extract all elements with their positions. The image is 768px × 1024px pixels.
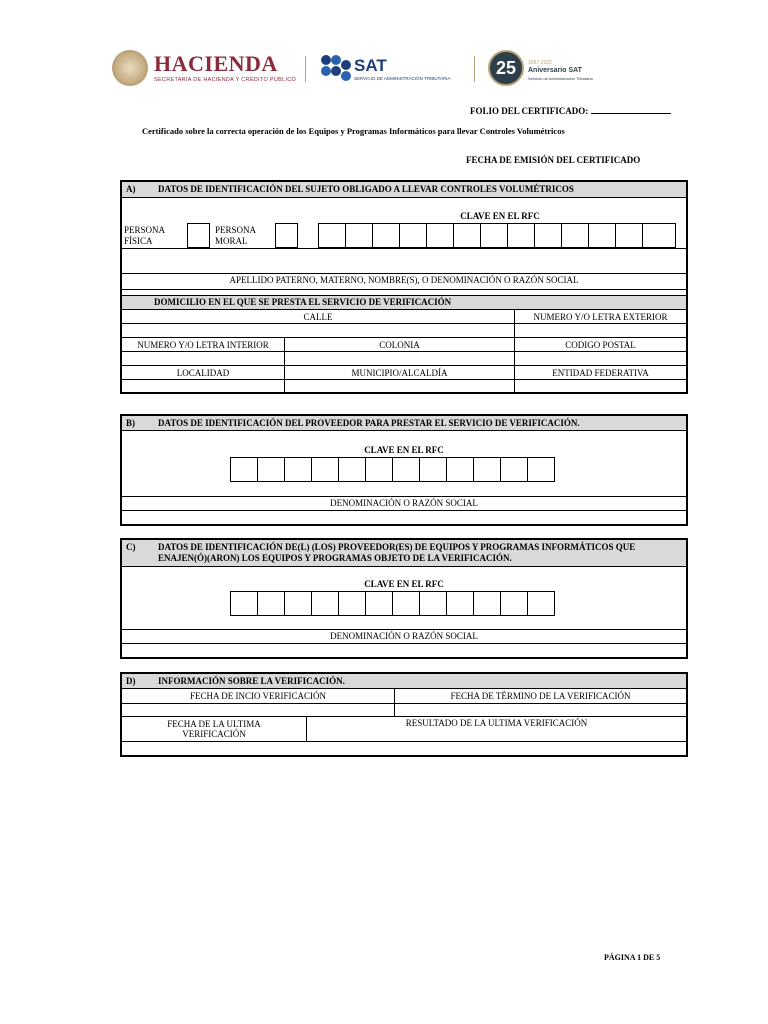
address-inputs-row-3: [122, 379, 686, 392]
rfc-char-box[interactable]: [338, 457, 366, 482]
address-inputs-row-1: [122, 323, 686, 337]
rfc-boxes: [230, 457, 555, 482]
anniversary-logo: [488, 50, 593, 88]
section-b-title-row: [122, 416, 686, 430]
rfc-char-box[interactable]: [453, 223, 481, 248]
rfc-char-box[interactable]: [419, 457, 447, 482]
numero-exterior-label: NUMERO Y/O LETRA EXTERIOR: [514, 310, 686, 323]
ultima-labels-row: [122, 716, 686, 741]
name-input-row[interactable]: [122, 643, 686, 657]
persona-fisica-checkbox[interactable]: [187, 223, 210, 248]
rfc-char-box[interactable]: [480, 223, 508, 248]
rfc-char-box[interactable]: [446, 457, 474, 482]
name-label: DENOMINACIÓN O RAZÓN SOCIAL: [122, 629, 686, 643]
hacienda-name: HACIENDA: [154, 51, 278, 76]
name-input-row[interactable]: [122, 510, 686, 524]
sat-logo: [320, 54, 460, 84]
rfc-char-box[interactable]: [365, 457, 393, 482]
folio-label: FOLIO DEL CERTIFICADO:: [470, 106, 589, 116]
entidad-label: ENTIDAD FEDERATIVA: [514, 366, 686, 379]
section-d-title-row: [122, 674, 686, 688]
rfc-char-box[interactable]: [615, 223, 643, 248]
rfc-label: CLAVE EN EL RFC: [364, 445, 444, 455]
section-c: [120, 538, 688, 659]
rfc-label: CLAVE EN EL RFC: [460, 211, 540, 221]
rfc-char-box[interactable]: [561, 223, 589, 248]
rfc-char-box[interactable]: [372, 223, 400, 248]
section-title: DATOS DE IDENTIFICACIÓN DE(L) (LOS) PROVEEDOR(ES) DE EQUIPOS Y PROGRAMAS INFORMÁTICOS QUE ENAJEN(Ó)(ARON) LOS EQUIPOS Y PROGRAMAS OBJETO DE LA VERIFICACIÓN.: [158, 542, 636, 563]
localidad-label: LOCALIDAD: [176, 367, 230, 378]
rfc-boxes: [318, 223, 676, 248]
sat-subtitle: SERVICIO DE ADMINISTRACIÓN TRIBUTARIA: [354, 76, 451, 81]
codigo-postal-label: CODIGO POSTAL: [514, 338, 686, 351]
anniversary-badge: 25: [488, 50, 524, 86]
numero-interior-label: NUMERO Y/O LETRA INTERIOR: [137, 339, 269, 350]
fecha-inicio-label: FECHA DE INCIO VERIFICACIÓN: [189, 691, 327, 701]
mexico-emblem-icon: [112, 50, 148, 86]
rfc-char-box[interactable]: [527, 591, 555, 616]
section-d: [120, 672, 688, 757]
colonia-input[interactable]: [284, 352, 514, 365]
page-number: PÁGINA 1 DE 5: [604, 953, 661, 962]
rfc-char-box[interactable]: [392, 457, 420, 482]
fecha-ultima-label: FECHA DE LA ULTIMA VERIFICACIÓN: [167, 719, 261, 739]
issue-date-label: FECHA DE EMISIÓN DEL CERTIFICADO: [466, 155, 641, 165]
rfc-char-box[interactable]: [642, 223, 676, 248]
rfc-char-box[interactable]: [399, 223, 427, 248]
section-a: [120, 180, 688, 394]
document-title: Certificado sobre la correcta operación de los Equipos y Programas Informáticos para llevar Controles Volumétricos: [142, 126, 565, 136]
section-letter: D): [126, 676, 136, 686]
colonia-label: COLONIA: [284, 338, 514, 351]
folio-field: [470, 104, 671, 116]
rfc-char-box[interactable]: [527, 457, 555, 482]
section-title: DATOS DE IDENTIFICACIÓN DEL PROVEEDOR PARA PRESTAR EL SERVICIO DE VERIFICACIÓN.: [158, 418, 580, 428]
municipio-label: MUNICIPIO/ALCALDÍA: [284, 366, 514, 379]
rfc-char-box[interactable]: [588, 223, 616, 248]
logo-divider: [305, 56, 306, 82]
fecha-inicio-input[interactable]: [122, 704, 394, 716]
rfc-char-box[interactable]: [426, 223, 454, 248]
rfc-char-box[interactable]: [311, 457, 339, 482]
anniversary-years: 1997-2022: [528, 60, 552, 66]
logo-divider: [474, 56, 475, 82]
rfc-char-box[interactable]: [230, 591, 258, 616]
section-b: [120, 414, 688, 526]
localidad-input[interactable]: [122, 380, 284, 392]
sat-dots-icon: [320, 54, 352, 82]
address-inputs-row-2: [122, 351, 686, 365]
rfc-char-box[interactable]: [365, 591, 393, 616]
rfc-char-box[interactable]: [257, 457, 285, 482]
persona-moral-checkbox[interactable]: [275, 223, 298, 248]
name-label: DENOMINACIÓN O RAZÓN SOCIAL: [122, 496, 686, 510]
rfc-char-box[interactable]: [507, 223, 535, 248]
folio-input-line[interactable]: [591, 104, 671, 114]
address-labels-row-1: [122, 309, 686, 323]
rfc-char-box[interactable]: [500, 457, 528, 482]
rfc-char-box[interactable]: [345, 223, 373, 248]
rfc-persona-row: [122, 197, 686, 248]
rfc-char-box[interactable]: [473, 591, 501, 616]
rfc-char-box[interactable]: [534, 223, 562, 248]
rfc-boxes: [230, 591, 555, 616]
persona-moral-label: PERSONA MORAL: [215, 225, 256, 246]
anniversary-subtitle: Servicio de Administración Tributaria: [528, 76, 593, 81]
hacienda-logo: [112, 50, 297, 90]
rfc-char-box[interactable]: [257, 591, 285, 616]
address-labels-row-3: [122, 365, 686, 379]
numero-exterior-input[interactable]: [514, 324, 686, 337]
anniversary-name: Aniversario SAT: [528, 67, 582, 74]
rfc-char-box[interactable]: [318, 223, 346, 248]
rfc-row: [122, 566, 686, 629]
rfc-char-box[interactable]: [446, 591, 474, 616]
fecha-termino-label: FECHA DE TÉRMINO DE LA VERIFICACIÓN: [394, 689, 686, 703]
hacienda-subtitle: SECRETARÍA DE HACIENDA Y CRÉDITO PÚBLICO: [154, 77, 297, 83]
rfc-char-box[interactable]: [419, 591, 447, 616]
address-labels-row-2: [122, 337, 686, 351]
rfc-char-box[interactable]: [284, 591, 312, 616]
name-input-row[interactable]: [122, 248, 686, 273]
dates-inputs-row: [122, 703, 686, 716]
resultado-ultima-label: RESULTADO DE LA ULTIMA VERIFICACIÓN: [306, 717, 686, 741]
section-letter: C): [126, 542, 136, 552]
rfc-char-box[interactable]: [284, 457, 312, 482]
rfc-row: [122, 430, 686, 496]
rfc-char-box[interactable]: [392, 591, 420, 616]
rfc-char-box[interactable]: [473, 457, 501, 482]
municipio-input[interactable]: [284, 380, 514, 392]
rfc-label: CLAVE EN EL RFC: [364, 579, 444, 589]
persona-fisica-label: PERSONA FÍSICA: [124, 225, 165, 246]
section-title: DATOS DE IDENTIFICACIÓN DEL SUJETO OBLIGADO A LLEVAR CONTROLES VOLUMÉTRICOS: [158, 184, 574, 194]
entidad-input[interactable]: [514, 380, 686, 392]
section-letter: B): [126, 418, 135, 428]
calle-input[interactable]: [122, 324, 514, 337]
rfc-char-box[interactable]: [311, 591, 339, 616]
name-label: APELLIDO PATERNO, MATERNO, NOMBRE(S), O DENOMINACIÓN O RAZÓN SOCIAL: [122, 273, 686, 289]
rfc-char-box[interactable]: [500, 591, 528, 616]
rfc-char-box[interactable]: [338, 591, 366, 616]
numero-interior-input[interactable]: [122, 352, 284, 365]
section-a-title-row: [122, 182, 686, 197]
section-letter: A): [126, 184, 136, 194]
fecha-termino-input[interactable]: [394, 704, 686, 716]
section-c-title-row: [122, 540, 686, 566]
section-title: INFORMACIÓN SOBRE LA VERIFICACIÓN.: [158, 676, 345, 686]
rfc-char-box[interactable]: [230, 457, 258, 482]
codigo-postal-input[interactable]: [514, 352, 686, 365]
calle-label: CALLE: [303, 311, 333, 322]
domicilio-title: DOMICILIO EN EL QUE SE PRESTA EL SERVICIO DE VERIFICACIÓN: [122, 295, 686, 309]
ultima-input-row[interactable]: [122, 741, 686, 755]
sat-name: SAT: [354, 56, 387, 75]
dates-labels-row: [122, 688, 686, 703]
